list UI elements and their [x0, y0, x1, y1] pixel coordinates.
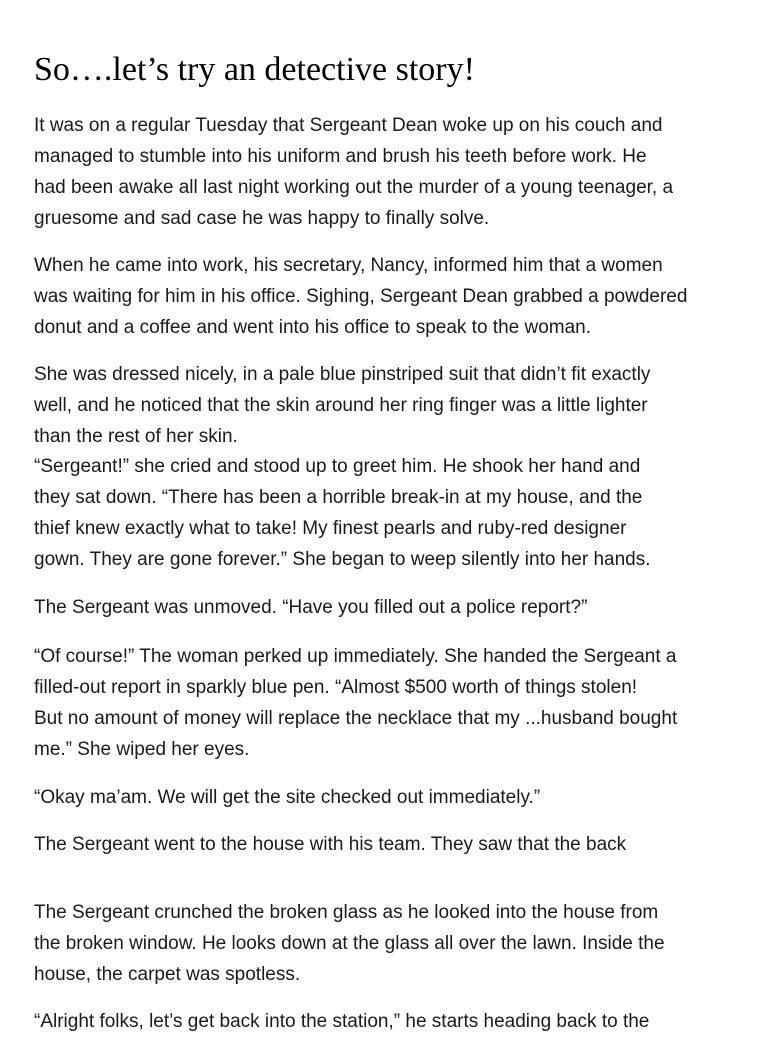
text-line: gruesome and sad case he was happy to finally solve. — [34, 208, 490, 229]
text-line: filled-out report in sparkly blue pen. “Almost $500 worth of things stolen! — [34, 677, 638, 698]
text-line: She was dressed nicely, in a pale blue pinstriped suit that didn’t fit exactly — [34, 364, 651, 385]
text-line: than the rest of her skin. — [34, 426, 238, 447]
paragraph-10 — [34, 1006, 649, 1037]
paragraph-3 — [34, 359, 651, 447]
text-line: thief knew exactly what to take! My finest pearls and ruby-red designer — [34, 518, 627, 539]
text-line: the broken window. He looks down at the glass all over the lawn. Inside the — [34, 933, 665, 954]
text-line: house, the carpet was spotless. — [34, 964, 301, 985]
text-line: donut and a coffee and went into his office to speak to the woman. — [34, 317, 592, 338]
paragraph-2 — [34, 250, 687, 343]
text-line: When he came into work, his secretary, Nancy, informed him that a women — [34, 255, 663, 276]
text-line: me.” She wiped her eyes. — [34, 739, 250, 760]
paragraph-7 — [34, 782, 540, 813]
text-line: It was on a regular Tuesday that Sergeant Dean woke up on his couch and — [34, 115, 663, 136]
paragraph-1 — [34, 110, 673, 234]
text-line: gown. They are gone forever.” She began to weep silently into her hands. — [34, 549, 651, 570]
page-title: So….let’s try an detective story! — [34, 51, 475, 88]
paragraph-9 — [34, 897, 665, 990]
paragraph-6 — [34, 641, 677, 765]
paragraph-4 — [34, 451, 651, 575]
text-line: “Sergeant!” she cried and stood up to greet him. He shook her hand and — [34, 456, 641, 477]
text-line: was waiting for him in his office. Sighing, Sergeant Dean grabbed a powdered — [34, 286, 688, 307]
text-line: well, and he noticed that the skin around her ring finger was a little lighter — [34, 395, 648, 416]
text-line: had been awake all last night working out the murder of a young teenager, a — [34, 177, 674, 198]
text-line: The Sergeant was unmoved. “Have you filled out a police report?” — [34, 597, 588, 618]
text-line: “Okay ma’am. We will get the site checked out immediately.” — [34, 787, 541, 808]
text-line: But no amount of money will replace the necklace that my ...husband bought — [34, 708, 678, 729]
text-line: The Sergeant crunched the broken glass as he looked into the house from — [34, 902, 659, 923]
text-line: “Of course!” The woman perked up immediately. She handed the Sergeant a — [34, 646, 677, 667]
text-line: The Sergeant went to the house with his team. They saw that the back — [34, 834, 627, 855]
paragraph-5 — [34, 592, 587, 623]
text-line: managed to stumble into his uniform and brush his teeth before work. He — [34, 146, 647, 167]
paragraph-8 — [34, 829, 626, 860]
text-line: they sat down. “There has been a horrible break-in at my house, and the — [34, 487, 643, 508]
text-line: “Alright folks, let’s get back into the station,” he starts heading back to the — [34, 1011, 650, 1032]
